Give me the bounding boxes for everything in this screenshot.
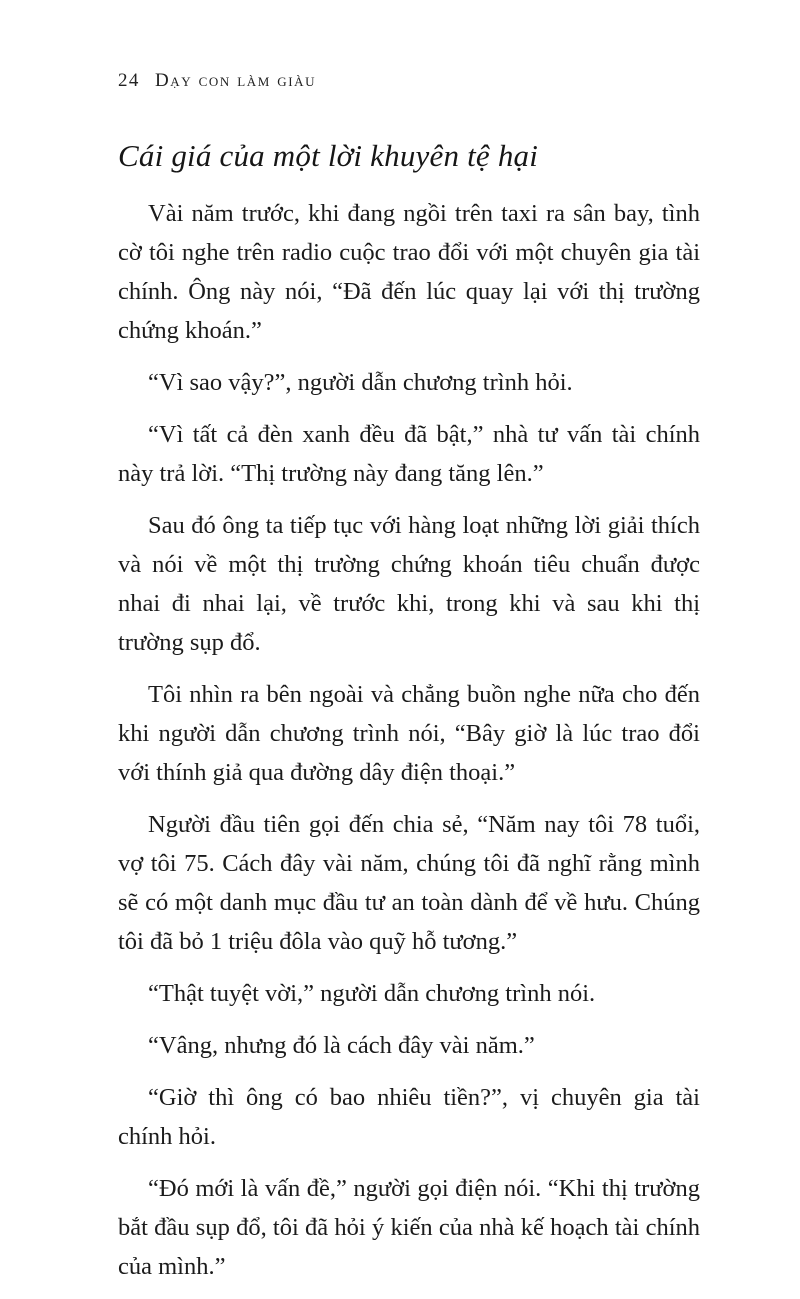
running-header xyxy=(118,70,316,92)
paragraph: Người đầu tiên gọi đến chia sẻ, “Năm nay tôi 78 tuổi, vợ tôi 75. Cách đây vài năm, chúng tôi đã nghĩ rằng mình sẽ có một danh mục đầu tư an toàn dành để về hưu. Chúng tôi đã bỏ 1 triệu đôla vào quỹ hỗ tương.” xyxy=(118,811,700,955)
section-title: Cái giá của một lời khuyên tệ hại xyxy=(118,138,539,173)
book-title: Dạy con làm giàu xyxy=(154,70,317,91)
paragraph: “Vâng, nhưng đó là cách đây vài năm.” xyxy=(148,1032,535,1059)
page-number: 24 xyxy=(118,70,140,91)
paragraph: Tôi nhìn ra bên ngoài và chẳng buồn nghe nữa cho đến khi người dẫn chương trình nói, “Bây giờ là lúc trao đổi với thính giả qua đường dây điện thoại.” xyxy=(118,681,700,786)
paragraph: Sau đó ông ta tiếp tục với hàng loạt những lời giải thích và nói về một thị trường chứng khoán tiêu chuẩn được nhai đi nhai lại, về trước khi, trong khi và sau khi thị trường sụp đổ. xyxy=(118,512,700,656)
body-text xyxy=(118,194,700,1299)
paragraph: “Vì tất cả đèn xanh đều đã bật,” nhà tư vấn tài chính này trả lời. “Thị trường này đang tăng lên.” xyxy=(118,421,700,487)
paragraph: “Đó mới là vấn đề,” người gọi điện nói. “Khi thị trường bắt đầu sụp đổ, tôi đã hỏi ý kiến của nhà kế hoạch tài chính của mình.” xyxy=(118,1175,700,1280)
paragraph: “Vì sao vậy?”, người dẫn chương trình hỏi. xyxy=(148,369,573,396)
paragraph: “Giờ thì ông có bao nhiêu tiền?”, vị chuyên gia tài chính hỏi. xyxy=(118,1084,700,1150)
paragraph: “Thật tuyệt vời,” người dẫn chương trình nói. xyxy=(148,980,596,1007)
paragraph: Vài năm trước, khi đang ngồi trên taxi ra sân bay, tình cờ tôi nghe trên radio cuộc trao đổi với một chuyên gia tài chính. Ông này nói, “Đã đến lúc quay lại với thị trường chứng khoán.” xyxy=(118,200,700,344)
